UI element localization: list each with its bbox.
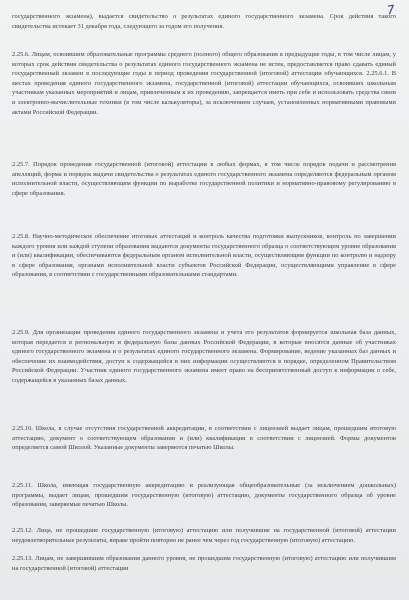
paragraph-2-25-9: 2.25.9. Для организации проведения единого государственного экзамена и учета его результатов формируется школьная база данных, которая передается в региональную и федеральную базы данных Российской Федерации, в которые вносятся данные об участниках единого государственного экзамена и о результатах единого государственного экзамена. Формирование, ведение указанных баз данных и обеспечение их взаимодействия, доступ к содержащейся в них информации осуществляются в порядке, определенном Правительством Российской Федерации. Участник единого государственного экзамена имеет право на бесприпятственный доступ к информации о себе, содержащейся в указанных базах данных.: [12, 329, 396, 384]
paragraph-2-25-13: 2.25.13. Лицам, не завершившим образования данного уровня, не прошедшим государственную (итоговую) аттестацию или получившим на государственной (итоговой) аттестации: [12, 555, 396, 572]
document-body: [12, 12, 396, 594]
paragraph-2-25-8: 2.25.8. Научно-методическое обеспечение итоговых аттестаций и контроль качества подготовки выпускников, контроль по завершении каждого уровня или каждой ступени образования выдаются документы государственного образца о соответствующем уровне образования и (или) квалификации, обеспечиваются федеральным органом исполнительной власти, осуществляющим функции по контролю и надзору в сфере образования, органами исполнительной власти субъектов Российской Федерации, осуществляющими управление в сфере образования, в соответствии с государственными образовательными стандартами.: [12, 233, 396, 279]
paragraph-2-25-10: 2.25.10. Школа, в случае отсутствия государственной аккредитации, в соответствии с лицензией выдает лицам, прошедшим итоговую аттестацию, документ о соответствующем образовании и (или) квалификации в соответствии с лицензией. Формы документов определяется самой Школой. Указанные документы заверяются печатью Школы.: [12, 425, 396, 452]
handwritten-page-number: 7: [386, 2, 396, 18]
paragraph-2-25-11: 2.25.11. Школа, имеющая государственную аккредитацию и реализующая общеобразовательные (за исключением дошкольных) программы, выдает лицам, прошедшим государственную (итоговую) аттестацию, документы государственного образца об уровне образования, заверяемые печатью Школы.: [12, 482, 396, 509]
paragraph-2-25-7: 2.25.7. Порядок проведения государственной (итоговой) аттестации в любых формах, в том числе порядок подачи и рассмотрения апелляций, форма и порядок выдачи свидетельства о результатах единого государственного экзамена определяются федеральным органом исполнительной власти, осуществляющим функции по выработке государственной политики и нормативно-правовому регулированию в сфере образования.: [12, 161, 396, 197]
paragraph-2-25-12: 2.25.12. Лица, не прошедшие государственную (итоговую) аттестацию или получившие на государственной (итоговой) аттестации неудовлетворительные результаты, вправе пройти повторно не ранее чем через год государственную (итоговую) аттестацию.: [12, 527, 396, 544]
paragraph-certificate-validity: государственного экзамена), выдается свидетельство о результатах единого государственного экзамена. Срок действия такого свидетельства истекает 31 декабря года, следующего за годом его получения.: [12, 13, 396, 30]
paragraph-2-25-6: 2.25.6. Лицам, освоившим образовательные программы среднего (полного) общего образования в предыдущие годы, в том числе лицам, у которых срок действия свидетельства о результатах единого государственного экзамена не истек, предоставляется право сдавать единый государственный экзамен в последующие годы в период проведения государственной (итоговой) аттестации обучающихся. 2.25.6.1. В местах проведения единого государственного экзамена, государственной (итоговой) аттестации обучающихся, освоивших школьным участникам указанных мероприятий и лицам, привлеченным к их проведению, запрещается иметь при себе и использовать средства связи и электронно-вычислительные техники (в том числе калькуляторы), за исключением случаев, установленных нормативными правовыми актами Российской Федерации.: [12, 51, 396, 116]
